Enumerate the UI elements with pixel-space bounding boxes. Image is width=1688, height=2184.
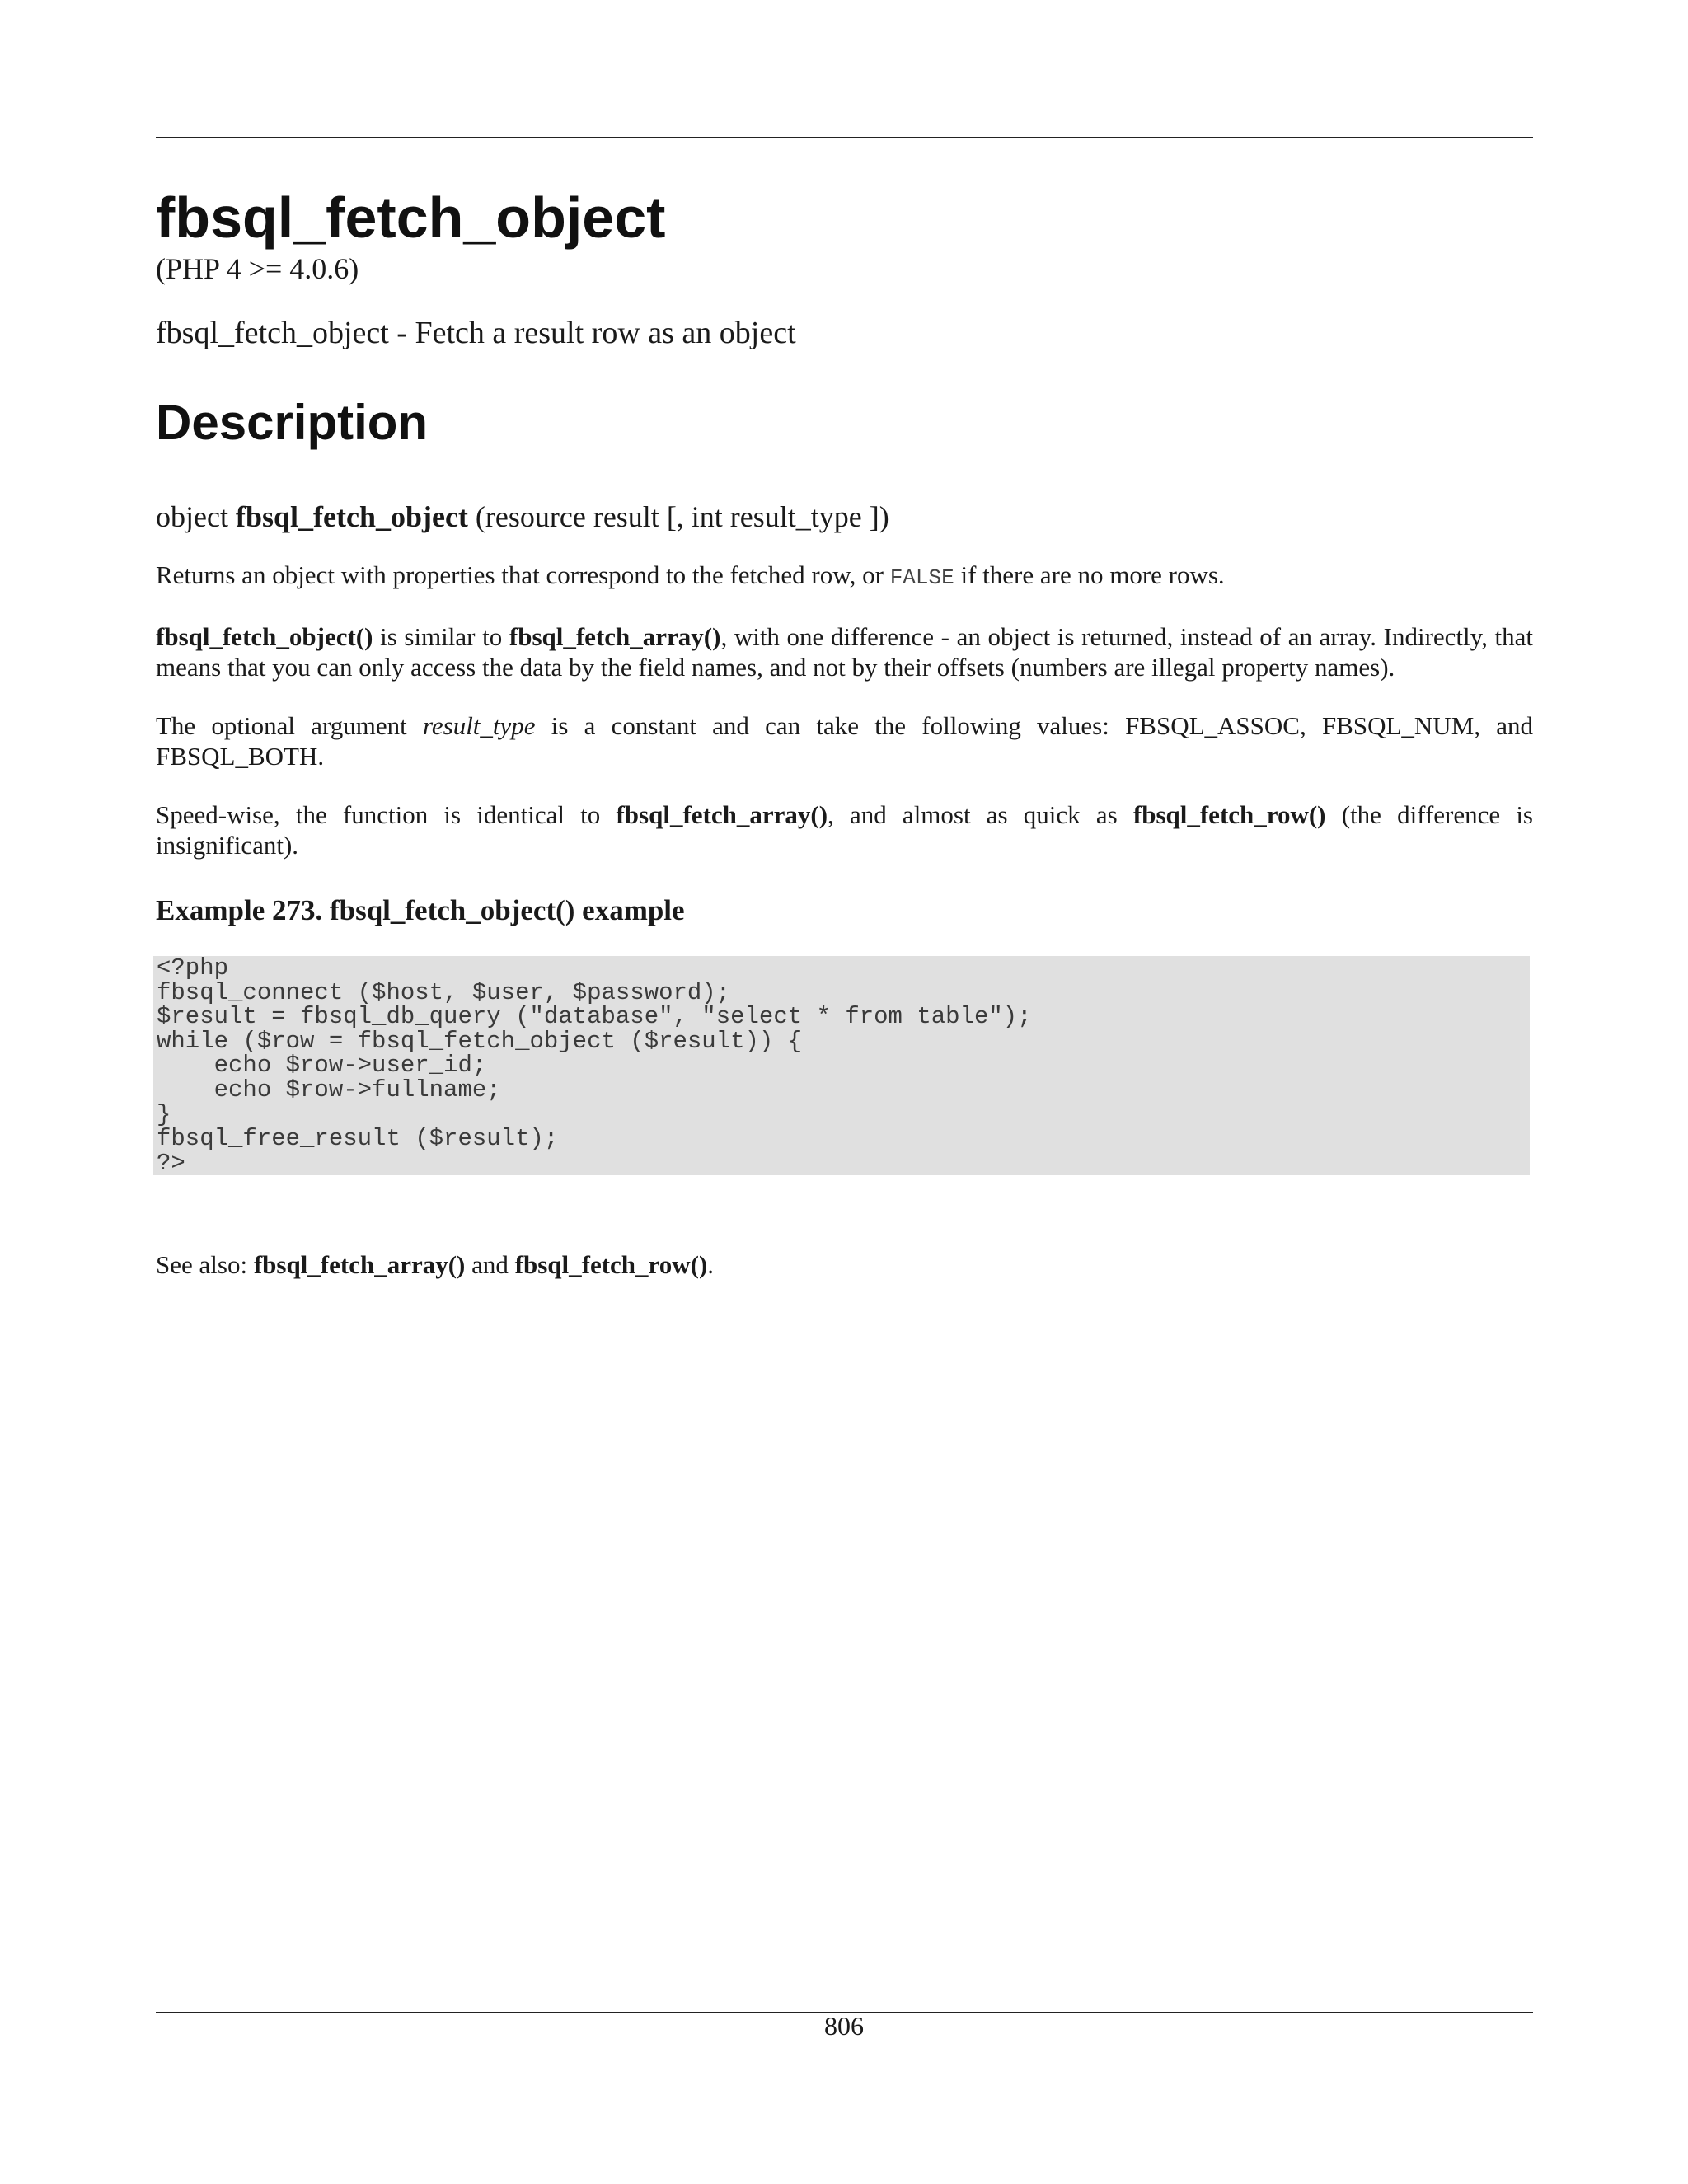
paragraph-returns bbox=[156, 560, 1533, 593]
see-also-label: See also: bbox=[156, 1250, 254, 1280]
text-run: . bbox=[707, 1250, 715, 1280]
synopsis-params: (resource result [, int result_type ]) bbox=[475, 499, 889, 533]
text-run: Speed-wise, the function is identical to bbox=[156, 799, 617, 829]
version-info: (PHP 4 >= 4.0.6) bbox=[156, 252, 359, 285]
function-synopsis bbox=[156, 499, 1533, 535]
see-also bbox=[156, 1249, 1533, 1280]
ref-purpose: fbsql_fetch_object - Fetch a result row as an object bbox=[156, 316, 796, 351]
function-ref: fbsql_fetch_array() bbox=[616, 799, 828, 829]
text-run: is a constant and can take the following values: FBSQL_ASSOC, FBSQL_NUM, and FBSQL_BOTH. bbox=[156, 710, 1533, 771]
text-run: is similar to bbox=[373, 621, 509, 651]
code-line: ?> bbox=[157, 1149, 185, 1176]
text-run: (the difference is insignificant). bbox=[156, 799, 1533, 860]
code-line: echo $row->fullname; bbox=[157, 1076, 501, 1104]
paragraph-optional-argument bbox=[156, 710, 1533, 771]
code-line: } bbox=[157, 1100, 171, 1128]
header-rule bbox=[156, 137, 1533, 138]
page-number: 806 bbox=[824, 2011, 864, 2041]
text-run: , with one difference - an object is returned, instead of an array. Indirectly, that means that you can only access the data by the field names, and not by their offsets (numbers are illegal property names). bbox=[156, 621, 1534, 682]
function-ref: fbsql_fetch_object() bbox=[156, 621, 373, 651]
text-run: Returns an object with properties that correspond to the fetched row, or bbox=[156, 560, 890, 589]
text-run: , and almost as quick as bbox=[828, 799, 1133, 829]
paragraph-speed bbox=[156, 799, 1533, 860]
code-line: echo $row->user_id; bbox=[157, 1052, 487, 1080]
function-ref: fbsql_fetch_row() bbox=[1132, 799, 1326, 829]
code-line: <?php bbox=[157, 955, 229, 982]
link-fbsql-fetch-array[interactable]: fbsql_fetch_array() bbox=[253, 1250, 466, 1280]
text-run: if there are no more rows. bbox=[954, 560, 1225, 589]
paragraph-similar bbox=[156, 621, 1533, 682]
page-title: fbsql_fetch_object bbox=[156, 185, 666, 250]
code-line: $result = fbsql_db_query ("database", "select * from table"); bbox=[157, 1003, 1032, 1031]
synopsis-function-name: fbsql_fetch_object bbox=[235, 499, 468, 533]
synopsis-return-type: object bbox=[156, 499, 228, 533]
description-heading: Description bbox=[156, 394, 429, 450]
function-ref: fbsql_fetch_array() bbox=[509, 621, 721, 651]
code-line: fbsql_free_result ($result); bbox=[157, 1125, 559, 1153]
link-fbsql-fetch-row[interactable]: fbsql_fetch_row() bbox=[514, 1250, 708, 1280]
code-line: while ($row = fbsql_fetch_object ($result)) { bbox=[157, 1027, 803, 1055]
text-run: The optional argument bbox=[156, 710, 423, 740]
code-example bbox=[153, 956, 1530, 1175]
text-run: and bbox=[465, 1250, 515, 1280]
constant-false: FALSE bbox=[889, 565, 954, 590]
page-content bbox=[156, 186, 1533, 1280]
code-line: fbsql_connect ($host, $user, $password); bbox=[157, 978, 731, 1006]
parameter-name: result_type bbox=[422, 710, 536, 740]
example-title: Example 273. fbsql_fetch_object() example bbox=[156, 893, 685, 926]
